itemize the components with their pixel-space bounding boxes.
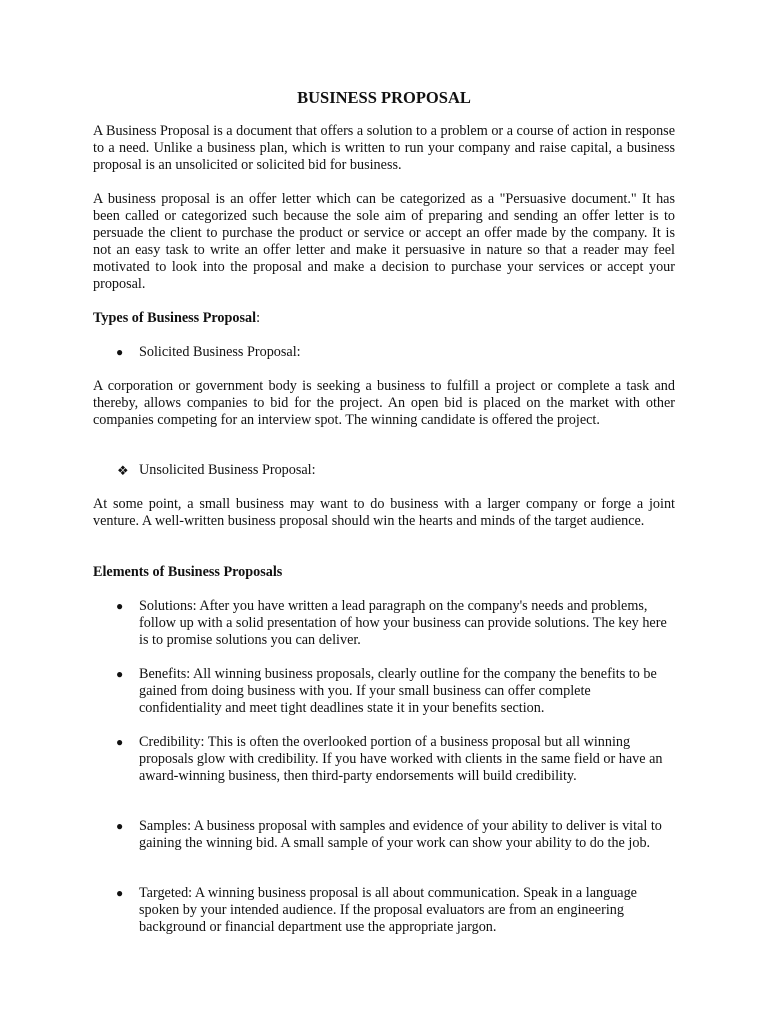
types-heading (93, 310, 260, 327)
list-item-samples: Samples: A business proposal with samples and evidence of your ability to deliver is vital to gaining the winning bid. A small sample of your work can show your ability to do the job. (139, 818, 662, 851)
bullet-icon: ● (116, 735, 124, 749)
unsolicited-label: Unsolicited Business Proposal: (139, 462, 316, 478)
types-heading-suffix: : (256, 310, 261, 326)
unsolicited-paragraph: At some point, a small business may want to do business with a larger company or forge a joint venture. A well-written business proposal should win the hearts and minds of the target audience. (93, 496, 675, 529)
intro-paragraph-1: A Business Proposal is a document that offers a solution to a problem or a course of action in response to a need. Unlike a business plan, which is written to run your company and raise capital, a business proposal is an unsolicited or solicited bid for business. (93, 123, 675, 173)
types-heading-text: Types of Business Proposal (93, 310, 257, 326)
solicited-paragraph: A corporation or government body is seeking a business to fulfill a project or complete a task and thereby, allows companies to bid for the project. An open bid is placed on the market with other companies competing for an interview spot. The winning candidate is offered the project. (93, 378, 675, 428)
list-item-credibility: Credibility: This is often the overlooked portion of a business proposal but all winning proposals glow with credibility. If you have worked with clients in the same field or have an award-winning business, then third-party endorsements will build credibility. (139, 734, 663, 784)
bullet-icon: ● (116, 599, 124, 613)
solicited-label: Solicited Business Proposal: (139, 344, 301, 360)
bullet-icon: ● (116, 819, 124, 833)
document-title: BUSINESS PROPOSAL (297, 88, 471, 107)
elements-heading-text: Elements of Business Proposals (93, 564, 283, 580)
diamond-bullet-icon: ❖ (117, 463, 129, 478)
elements-heading (93, 564, 282, 581)
list-item-targeted: Targeted: A winning business proposal is all about communication. Speak in a language spoken by your intended audience. If the proposal evaluators are from an engineering background or financial department use the appropriate jargon. (139, 885, 637, 935)
list-item-solutions: Solutions: After you have written a lead paragraph on the company's needs and problems, follow up with a solid presentation of how your business can provide solutions. The key here is to promise solutions you can deliver. (139, 598, 667, 648)
bullet-icon: ● (116, 345, 124, 359)
bullet-icon: ● (116, 667, 124, 681)
intro-paragraph-2: A business proposal is an offer letter which can be categorized as a "Persuasive document." It has been called or categorized such because the sole aim of preparing and sending an offer letter is to persuade the client to purchase the product or service or accept an offer made by the company. It is not an easy task to write an offer letter and make it persuasive in nature so that a reader may feel motivated to look into the proposal and make a decision to purchase your services or accept your proposal. (93, 191, 675, 292)
list-item-benefits: Benefits: All winning business proposals, clearly outline for the company the benefits to be gained from doing business with you. If your small business can offer complete confidentiality and meet tight deadlines state it in your benefits section. (139, 666, 657, 716)
bullet-icon: ● (116, 886, 124, 900)
